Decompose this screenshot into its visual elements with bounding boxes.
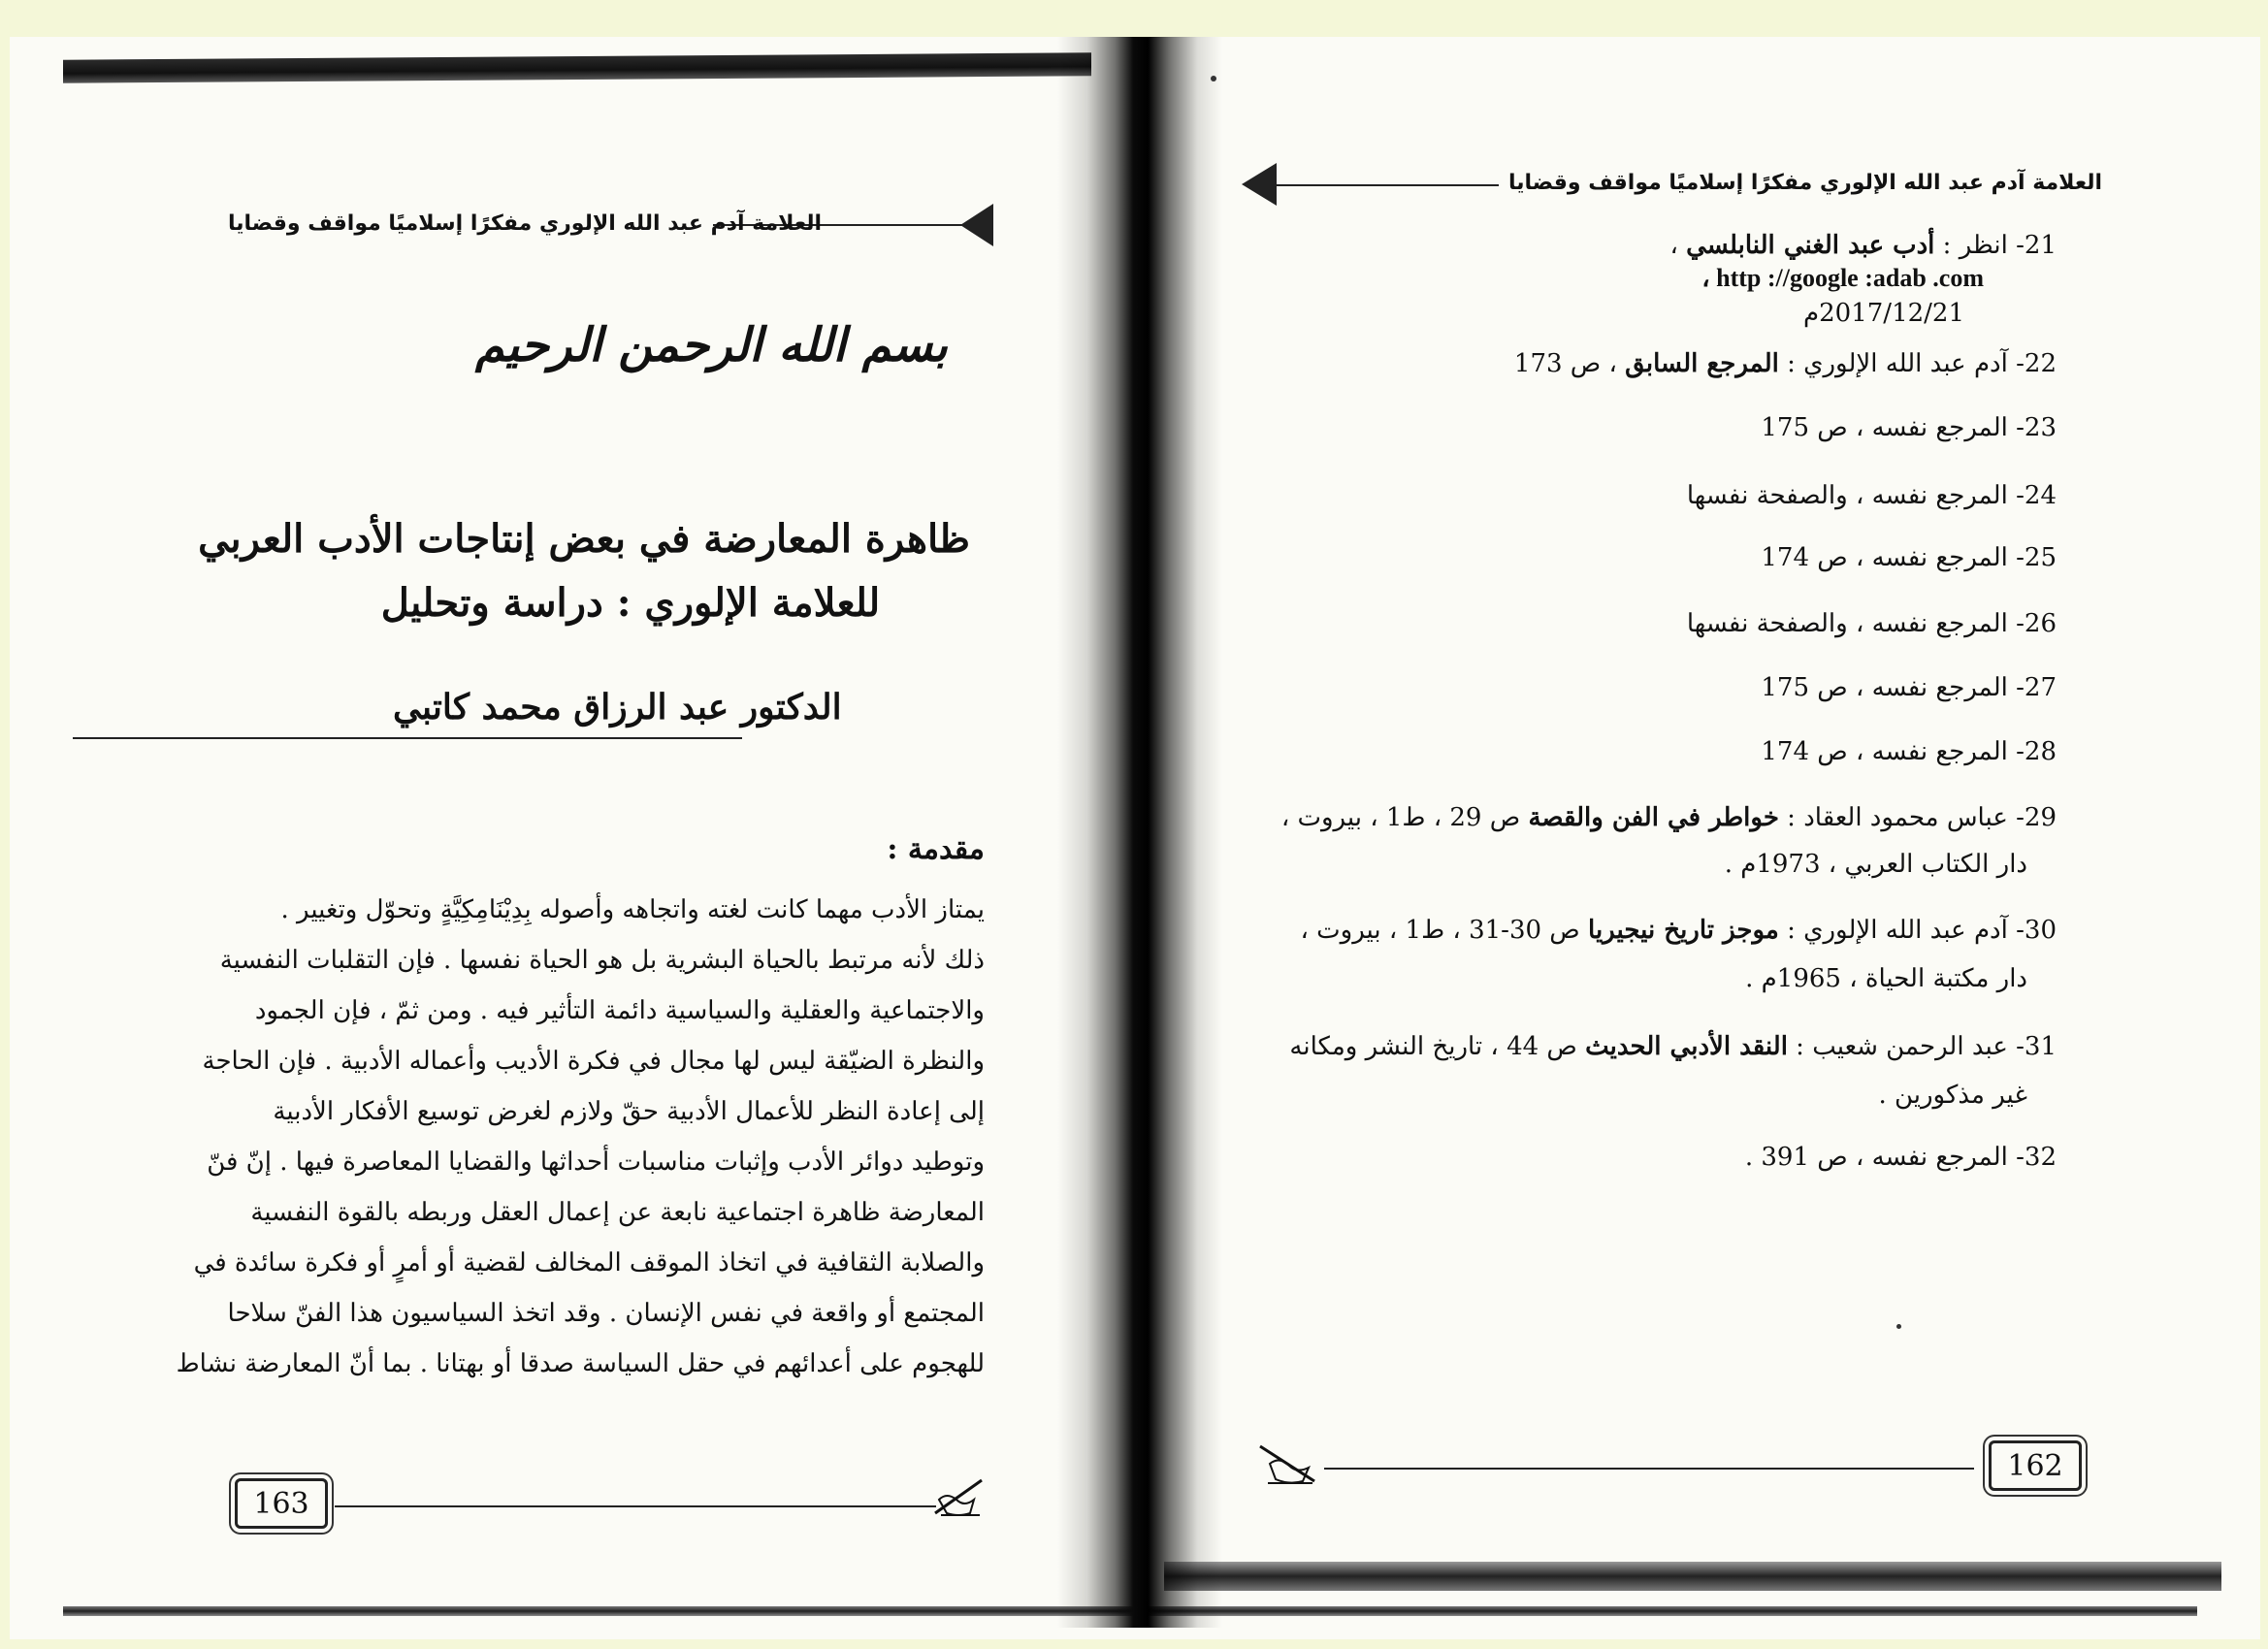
footnote-24: 24- المرجع نفسه ، والصفحة نفسها	[1686, 481, 2057, 510]
intro-body	[176, 895, 985, 1400]
footer-rule	[335, 1505, 936, 1507]
author-name: الدكتور عبد الرزاق محمد كاتبي	[393, 687, 842, 728]
body-line: والنظرة الضيّقة ليس لها مجال في فكرة الأديب وأعماله الأدبية . فإن الحاجة	[202, 1047, 985, 1076]
article-title-line-2: للعلامة الإلوري : دراسة وتحليل	[380, 580, 881, 626]
footnote-23: 23- المرجع نفسه ، ص 175	[1761, 413, 2057, 442]
body-line: المعارضة ظاهرة اجتماعية نابعة عن إعمال العقل وربطه بالقوة النفسية	[250, 1198, 985, 1227]
footnote-21-url: ، http ://google :adab .com	[1701, 264, 1984, 292]
scan-speck	[1896, 1324, 1901, 1329]
right-page	[1261, 139, 2103, 1536]
basmala: بسم الله الرحمن الرحيم	[475, 318, 948, 372]
pen-icon	[1256, 1440, 1324, 1487]
page-number: 163	[235, 1478, 328, 1529]
footnote-32: 32- المرجع نفسه ، ص 391 .	[1744, 1143, 2057, 1172]
running-head: العلامة آدم عبد الله الإلوري مفكرًا إسلاميًا مواقف وقضايا	[228, 211, 823, 236]
body-line: والاجتماعية والعقلية والسياسية دائمة التأثير فيه . ومن ثمّ ، فإن الجمود	[254, 996, 985, 1025]
author-strike-line	[73, 737, 742, 739]
footnote-30-cont: دار مكتبة الحياة ، 1965م .	[1745, 964, 2027, 993]
footer-rule	[1324, 1468, 1974, 1470]
footnote-31-cont: غير مذكورين .	[1878, 1081, 2027, 1110]
running-head: العلامة آدم عبد الله الإلوري مفكرًا إسلاميًا مواقف وقضايا	[1508, 171, 2103, 195]
footnote-29: 29- عباس محمود العقاد : خواطر في الفن والقصة ص 29 ، ط1 ، بيروت ،	[1280, 803, 2057, 832]
header-arrow-icon	[1242, 163, 1277, 206]
footnote-31: 31- عبد الرحمن شعيب : النقد الأدبي الحديث ص 44 ، تاريخ النشر ومكانه	[1289, 1032, 2057, 1061]
footnote-27: 27- المرجع نفسه ، ص 175	[1761, 673, 2057, 702]
body-line: وتوطيد دوائر الأدب وإثبات مناسبات أحداثها والقضايا المعاصرة فيها . إنّ فنّ	[207, 1148, 985, 1177]
footnote-26: 26- المرجع نفسه ، والصفحة نفسها	[1686, 609, 2057, 638]
footnote-21-date: 2017/12/21م	[1803, 299, 1964, 328]
page-number: 162	[1989, 1440, 2082, 1491]
footnotes-list	[1261, 231, 2057, 1259]
scan-speck	[1211, 76, 1216, 81]
header-arrow-icon	[960, 204, 993, 246]
footnote-28: 28- المرجع نفسه ، ص 174	[1761, 737, 2057, 766]
header-rule	[1276, 184, 1499, 186]
intro-heading: مقدمة :	[887, 832, 985, 866]
body-line: يمتاز الأدب مهما كانت لغته واتجاهه وأصوله بِدِيْنَامِكِيَّةٍ وتحوّل وتغيير .	[280, 895, 985, 924]
footnote-22: 22- آدم عبد الله الإلوري : المرجع السابق ، ص 173	[1513, 349, 2057, 378]
footnote-30: 30- آدم عبد الله الإلوري : موجز تاريخ نيجيريا ص 30-31 ، ط1 ، بيروت ،	[1300, 916, 2057, 945]
left-page	[176, 173, 1009, 1550]
body-line: إلى إعادة النظر للأعمال الأدبية حقّ ولازم لغرض توسيع الأفكار الأدبية	[273, 1097, 985, 1126]
scan-shadow-bottom-right	[1164, 1562, 2221, 1591]
scan-shadow-top	[63, 52, 1091, 82]
book-gutter	[1057, 37, 1222, 1628]
footnote-21: 21- انظر : أدب عبد الغني النابلسي ،	[1669, 231, 2057, 260]
scanned-spread	[10, 37, 2260, 1639]
body-line: ذلك لأنه مرتبط بالحياة البشرية بل هو الحياة نفسها . فإن التقلبات النفسية	[219, 946, 985, 975]
pen-icon	[931, 1474, 989, 1519]
body-line: المجتمع أو واقعة في نفس الإنسان . وقد اتخذ السياسيون هذا الفنّ سلاحا	[227, 1299, 985, 1328]
body-line: للهجوم على أعدائهم في حقل السياسة صدقا أو بهتانا . بما أنّ المعارضة نشاط	[176, 1349, 985, 1378]
body-line: والصلابة الثقافية في اتخاذ الموقف المخالف لقضية أو أمرٍ أو فكرة سائدة في	[193, 1248, 985, 1277]
footnote-29-cont: دار الكتاب العربي ، 1973م .	[1724, 850, 2027, 879]
article-title-line-1: ظاهرة المعارضة في بعض إنتاجات الأدب العربي	[198, 516, 970, 562]
footnote-25: 25- المرجع نفسه ، ص 174	[1761, 543, 2057, 572]
